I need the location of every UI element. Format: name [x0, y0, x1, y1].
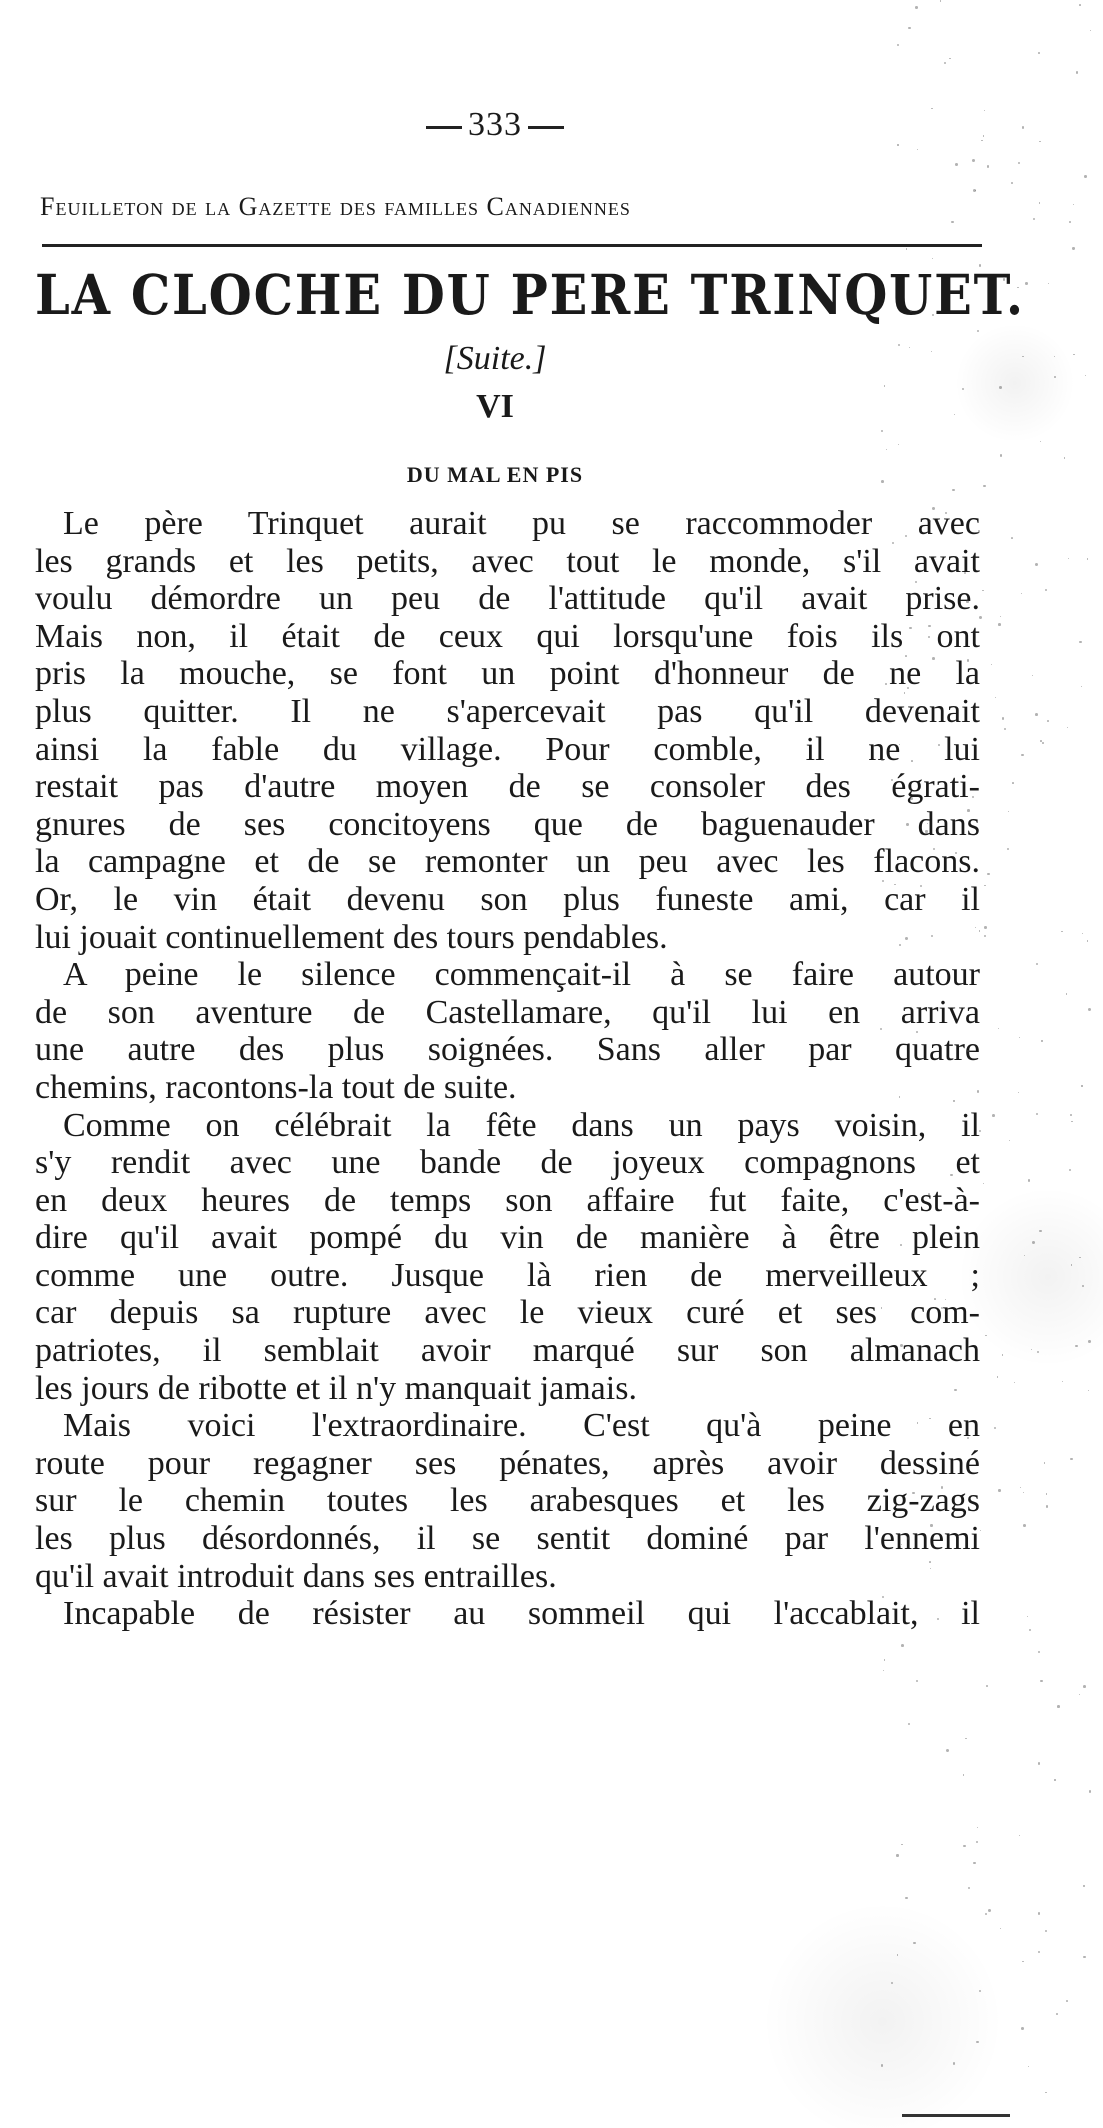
- speck: [1002, 717, 1005, 720]
- text-line: chemins, racontons-la tout de suite.: [35, 1068, 517, 1106]
- speck: [897, 1954, 898, 1955]
- speck: [994, 1427, 996, 1429]
- speck: [1061, 931, 1062, 932]
- speck: [886, 449, 888, 451]
- speck: [1004, 728, 1006, 730]
- speck: [976, 2041, 979, 2044]
- speck: [1000, 1928, 1001, 1929]
- speck: [977, 1827, 978, 1828]
- speck: [1040, 1680, 1042, 1682]
- text-line: voulu démordre un peu de l'attitude qu'il avait prise.: [35, 580, 980, 618]
- speck: [1036, 963, 1038, 965]
- speck: [988, 1909, 991, 1912]
- speck: [1083, 1956, 1086, 1959]
- speck: [1027, 1616, 1028, 1617]
- speck: [1032, 1241, 1035, 1244]
- speck: [917, 149, 918, 150]
- chapter-title: DU MAL EN PIS: [406, 462, 584, 487]
- speck: [929, 1418, 930, 1419]
- speck: [1069, 1169, 1071, 1171]
- speck: [976, 1841, 978, 1843]
- speck: [1045, 589, 1047, 591]
- speck: [904, 692, 905, 693]
- speck: [1040, 441, 1042, 443]
- text-line: lui jouait continuellement des tours pendables.: [35, 918, 668, 956]
- speck: [979, 1990, 981, 1992]
- speck: [964, 572, 966, 574]
- speck: [1018, 162, 1020, 164]
- speck: [929, 520, 931, 522]
- speck: [980, 1530, 982, 1532]
- speck: [881, 2064, 883, 2066]
- speck: [979, 264, 982, 267]
- speck: [1020, 1487, 1021, 1488]
- speck: [1036, 1113, 1038, 1115]
- speck: [1028, 2066, 1029, 2067]
- speck: [1073, 354, 1074, 355]
- speck: [1038, 1951, 1040, 1953]
- speck: [1082, 1285, 1084, 1287]
- speck: [944, 62, 946, 64]
- speck: [881, 430, 883, 432]
- speck: [1035, 713, 1038, 716]
- speck: [925, 830, 927, 832]
- speck: [934, 1298, 936, 1300]
- text-line: A peine le silence commençait-il à se faire autour: [63, 956, 980, 994]
- speck: [1033, 218, 1035, 220]
- chapter-number: VI: [476, 388, 514, 425]
- speck: [1022, 126, 1025, 129]
- text-line: dire qu'il avait pompé du vin de manière à être plein: [35, 1219, 980, 1257]
- speck: [1054, 1779, 1055, 1780]
- speck: [941, 1307, 943, 1309]
- speck: [983, 135, 985, 137]
- speck: [928, 1193, 930, 1195]
- speck: [998, 1028, 999, 1029]
- speck: [920, 885, 922, 887]
- text-line: Le père Trinquet aurait pu se raccommoder avec: [63, 505, 980, 542]
- text-line: Incapable de résister au sommeil qui l'accablait, il: [63, 1595, 980, 1633]
- speck: [896, 1854, 898, 1856]
- speck: [1070, 1458, 1073, 1461]
- speck: [985, 1913, 987, 1915]
- speck: [1038, 1912, 1040, 1914]
- speck: [991, 664, 992, 665]
- speck: [992, 1114, 995, 1117]
- speck: [967, 809, 970, 812]
- speck: [981, 140, 982, 141]
- speck: [900, 1244, 902, 1246]
- article-body: [35, 505, 980, 1633]
- speck: [899, 944, 901, 946]
- speck: [1076, 71, 1079, 74]
- speck: [929, 1561, 931, 1563]
- speck: [1087, 558, 1088, 559]
- text-line: patriotes, il semblait avoir marqué sur son almanach: [35, 1332, 980, 1370]
- speck: [928, 636, 930, 638]
- speck: [906, 248, 907, 249]
- speck: [1032, 675, 1033, 676]
- speck: [1054, 356, 1055, 357]
- speck: [1088, 1390, 1089, 1391]
- speck: [927, 823, 928, 824]
- speck: [1045, 2092, 1046, 2093]
- speck: [1090, 30, 1091, 31]
- speck: [915, 6, 918, 9]
- speck: [1023, 1492, 1024, 1493]
- speck: [987, 873, 990, 876]
- speck: [1072, 247, 1074, 249]
- speck: [1011, 537, 1013, 539]
- speck: [1039, 141, 1041, 143]
- text-line: les plus désordonnés, il se sentit dominé par l'ennemi: [35, 1520, 980, 1558]
- speck: [978, 530, 981, 533]
- speck: [1079, 1694, 1081, 1696]
- speck: [1021, 2027, 1024, 2030]
- speck: [883, 1670, 884, 1671]
- speck: [882, 880, 884, 882]
- speck: [940, 0, 942, 2]
- speck: [1056, 2013, 1058, 2015]
- speck: [1021, 593, 1022, 594]
- speck: [986, 1685, 988, 1687]
- speck: [1088, 1340, 1091, 1343]
- speck: [1035, 563, 1038, 566]
- text-line: plus quitter. Il ne s'apercevait pas qu'il devenait: [35, 692, 980, 730]
- speck: [1067, 727, 1068, 728]
- speck: [1014, 1382, 1015, 1383]
- speck: [1018, 1092, 1019, 1093]
- speck: [1081, 1085, 1082, 1086]
- speck: [908, 27, 910, 29]
- speck: [1071, 1121, 1072, 1122]
- speck: [1038, 1762, 1040, 1764]
- speck: [955, 163, 958, 166]
- speck: [997, 1376, 999, 1378]
- speck: [1041, 1040, 1042, 1041]
- speck: [1028, 1179, 1031, 1182]
- speck: [950, 1174, 952, 1176]
- speck: [905, 1897, 907, 1899]
- speck: [938, 744, 940, 746]
- speck: [910, 797, 913, 800]
- speck: [1029, 1629, 1031, 1631]
- speck: [983, 485, 985, 487]
- speck: [891, 779, 893, 781]
- speck: [984, 885, 985, 886]
- speck: [965, 1738, 967, 1740]
- speck: [1066, 993, 1067, 994]
- speck: [982, 590, 983, 591]
- speck: [1079, 1257, 1080, 1258]
- speck: [1045, 1930, 1047, 1932]
- speck: [1008, 811, 1009, 812]
- speck: [910, 310, 912, 312]
- speck: [967, 1437, 969, 1439]
- speck: [880, 1028, 882, 1030]
- speck: [930, 1524, 932, 1526]
- speck: [999, 386, 1002, 389]
- speck: [1046, 1505, 1049, 1508]
- text-line: Mais voici l'extraordinaire. C'est qu'à peine en: [63, 1407, 980, 1445]
- text-line: sur le chemin toutes les arabesques et les zig-zags: [35, 1482, 980, 1520]
- speck: [898, 444, 899, 445]
- speck: [1088, 1008, 1091, 1011]
- speck: [1039, 1230, 1042, 1233]
- speck: [1046, 1493, 1048, 1495]
- speck: [901, 1844, 902, 1845]
- text-line: en deux heures de temps son affaire fut faite, c'est-à-: [35, 1181, 980, 1219]
- text-line: comme une outre. Jusque là rien de merveilleux ;: [35, 1256, 980, 1294]
- speck: [973, 1862, 975, 1864]
- suite-label: [Suite.]: [443, 340, 547, 377]
- text-line: Comme on célébrait la fête dans un pays voisin, il: [63, 1106, 980, 1144]
- speck: [1054, 376, 1056, 378]
- text-line: ainsi la fable du village. Pour comble, il ne lui: [35, 730, 980, 768]
- speck: [881, 1307, 882, 1308]
- speck: [891, 1982, 894, 1985]
- speck: [1071, 1264, 1073, 1266]
- speck: [1042, 742, 1044, 744]
- speck: [881, 480, 884, 483]
- speck: [983, 1183, 984, 1184]
- speck: [1073, 204, 1074, 205]
- speck: [987, 165, 989, 167]
- speck: [1000, 454, 1002, 456]
- speck: [1019, 1835, 1020, 1836]
- speck: [906, 823, 909, 826]
- bottom-rule: [902, 2114, 1010, 2117]
- speck: [1003, 278, 1005, 280]
- speck: [897, 44, 899, 46]
- text-line: gnures de ses concitoyens que de baguenauder dans: [35, 805, 980, 843]
- speck: [1044, 1462, 1045, 1463]
- speck: [1022, 356, 1023, 357]
- speck: [916, 1680, 918, 1682]
- speck: [1083, 1885, 1084, 1886]
- text-line: une autre des plus soignées. Sans aller par quatre: [35, 1031, 980, 1069]
- speck: [1012, 782, 1014, 784]
- text-line: Or, le vin était devenu son plus funeste ami, car il: [35, 880, 980, 918]
- speck: [909, 627, 911, 629]
- speck: [1079, 641, 1082, 644]
- speck: [1022, 1961, 1023, 1962]
- speck: [1087, 940, 1088, 941]
- speck: [1048, 283, 1049, 284]
- speck: [1021, 754, 1023, 756]
- text-line: pris la mouche, se font un point d'honneur de ne la: [35, 655, 980, 693]
- speck: [966, 600, 969, 603]
- speck: [932, 258, 934, 260]
- speck: [998, 623, 1001, 626]
- speck: [884, 1659, 886, 1661]
- speck: [1040, 740, 1042, 742]
- speck: [1075, 1345, 1078, 1348]
- speck: [979, 616, 982, 619]
- speck: [1081, 686, 1083, 688]
- speck: [1037, 1351, 1039, 1353]
- page-number-value: 333: [468, 106, 522, 143]
- speck: [945, 512, 947, 514]
- speck: [967, 659, 970, 662]
- speck: [884, 385, 886, 387]
- text-line: s'y rendit avec une bande de joyeux compagnons et: [35, 1144, 980, 1182]
- speck: [1079, 4, 1081, 6]
- speck: [998, 1489, 1000, 1491]
- header-rule: [42, 244, 982, 247]
- speck: [995, 697, 996, 698]
- speck: [979, 930, 981, 932]
- speck: [1009, 1140, 1010, 1141]
- speck: [972, 159, 975, 162]
- speck: [1002, 1354, 1004, 1356]
- speck: [946, 1749, 949, 1752]
- speck: [1011, 182, 1013, 184]
- text-line: restait pas d'autre moyen de se consoler des égrati-: [35, 768, 980, 806]
- page-number: [30, 106, 960, 144]
- dash-left: [426, 126, 462, 129]
- speck: [968, 1887, 970, 1889]
- speck: [1082, 933, 1083, 934]
- speck: [1070, 1114, 1072, 1116]
- speck: [1024, 1255, 1025, 1256]
- speck: [1069, 221, 1071, 223]
- speck: [962, 388, 964, 390]
- speck: [1031, 1349, 1033, 1351]
- speck: [1068, 558, 1069, 559]
- speck: [1084, 175, 1087, 178]
- speck: [985, 1335, 986, 1336]
- text-line: qu'il avait introduit dans ses entrailles.: [35, 1557, 557, 1595]
- speck: [1064, 457, 1065, 458]
- speck: [1039, 202, 1041, 204]
- text-line: route pour regagner ses pénates, après avoir dessiné: [35, 1444, 980, 1482]
- speck: [897, 144, 898, 145]
- speck: [1083, 1685, 1086, 1688]
- text-line: la campagne et de se remonter un peu avec les flacons.: [35, 843, 980, 881]
- text-line: car depuis sa rupture avec le vieux curé et ses com-: [35, 1294, 980, 1332]
- speck: [901, 1644, 904, 1647]
- speck: [1062, 1381, 1063, 1382]
- dash-right: [528, 126, 564, 129]
- speck: [911, 760, 913, 762]
- speck: [977, 330, 979, 332]
- speck: [1019, 1037, 1020, 1038]
- speck: [954, 1389, 956, 1391]
- speck: [1057, 1705, 1060, 1708]
- speck: [1025, 282, 1028, 285]
- speck: [1089, 1790, 1092, 1793]
- speck: [1085, 375, 1086, 376]
- speck: [951, 221, 953, 223]
- speck: [963, 1774, 964, 1775]
- text-line: Mais non, il était de ceux qui lorsqu'une fois ils ont: [35, 617, 980, 655]
- feuilleton-header: Feuilleton de la Gazette des familles Canadiennes: [40, 192, 631, 221]
- speck: [908, 1723, 910, 1725]
- speck: [930, 1568, 931, 1569]
- speck: [984, 926, 987, 929]
- speck: [900, 1344, 903, 1347]
- speck: [984, 110, 986, 112]
- speck: [1038, 52, 1040, 54]
- speck: [1000, 616, 1001, 617]
- speck: [1038, 1651, 1040, 1653]
- speck: [882, 1596, 884, 1598]
- speck: [913, 1942, 915, 1944]
- speck: [949, 58, 950, 59]
- speck: [963, 1845, 965, 1847]
- text-line: les grands et les petits, avec tout le monde, s'il avait: [35, 542, 980, 580]
- speck: [984, 935, 986, 937]
- speck: [953, 2062, 956, 2065]
- speck: [1023, 1524, 1026, 1527]
- speck: [1066, 2000, 1068, 2002]
- speck: [1047, 720, 1049, 722]
- speck: [905, 535, 907, 537]
- speck: [973, 189, 976, 192]
- story-title: LA CLOCHE DU PERE TRINQUET.: [35, 262, 1025, 327]
- speck: [953, 1100, 954, 1101]
- speck: [885, 683, 887, 685]
- text-line: de son aventure de Castellamare, qu'il lui en arriva: [35, 993, 980, 1031]
- speck: [952, 489, 954, 491]
- text-line: les jours de ribotte et il n'y manquait jamais.: [35, 1369, 637, 1407]
- speck: [1007, 848, 1010, 851]
- speck: [892, 542, 894, 544]
